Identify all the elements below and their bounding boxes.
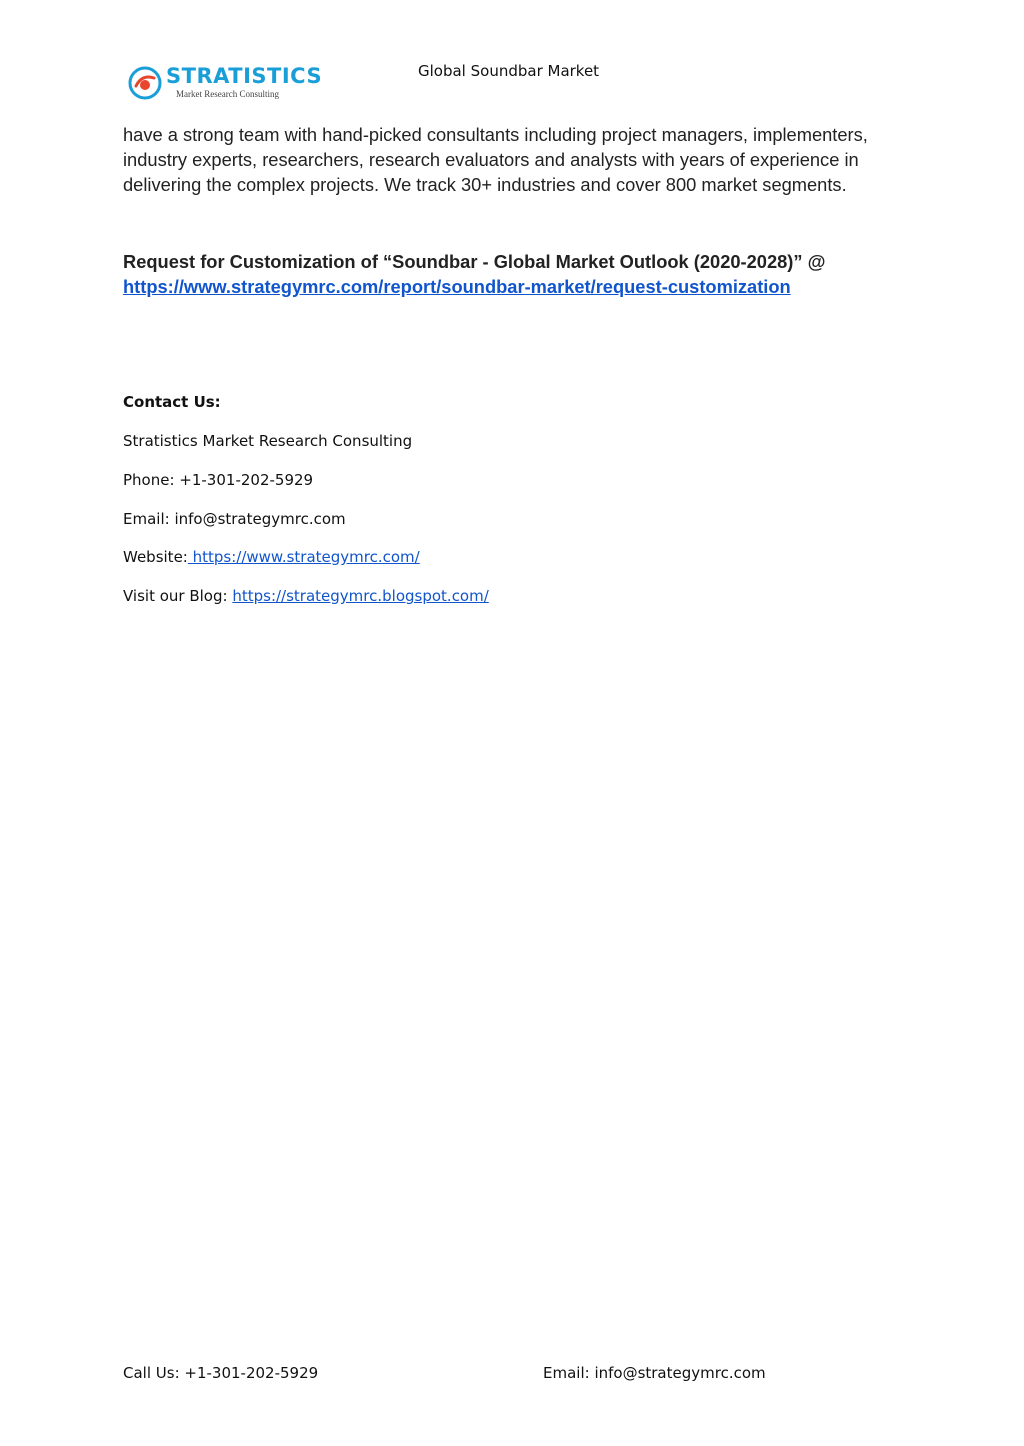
contact-company: Stratistics Market Research Consulting (123, 432, 413, 450)
request-text: Request for Customization of “Soundbar - Global Market Outlook (2020-2028)” @ (123, 251, 826, 272)
request-customization-link[interactable]: https://www.strategymrc.com/report/soundbar-market/request-customization (123, 276, 791, 297)
page-header-title: Global Soundbar Market (418, 62, 600, 80)
contact-heading: Contact Us: (123, 393, 221, 411)
blog-label: Visit our Blog: (123, 587, 233, 605)
website-label: Website: (123, 548, 188, 566)
footer-email: Email: info@strategymrc.com (543, 1364, 766, 1382)
customization-request (123, 249, 913, 299)
company-logo (128, 58, 323, 106)
contact-blog (123, 587, 489, 605)
website-link[interactable]: https://www.strategymrc.com/ (187, 548, 420, 566)
blog-link[interactable]: https://strategymrc.blogspot.com/ (232, 587, 489, 605)
contact-email: Email: info@strategymrc.com (123, 510, 346, 528)
company-description: have a strong team with hand-picked consultants including project managers, implementers, industry experts, researchers, research evaluators and analysts with years of experience in delivering the complex projects. We track 30+ industries and cover 800 market segments. (123, 124, 868, 195)
logo-wordmark: STRATISTICS (166, 64, 323, 88)
logo-tagline: Market Research Consulting (176, 89, 279, 99)
contact-website (123, 548, 420, 566)
contact-phone: Phone: +1-301-202-5929 (123, 471, 314, 489)
logo-mark-icon (128, 66, 162, 100)
footer-call: Call Us: +1-301-202-5929 (123, 1364, 319, 1382)
